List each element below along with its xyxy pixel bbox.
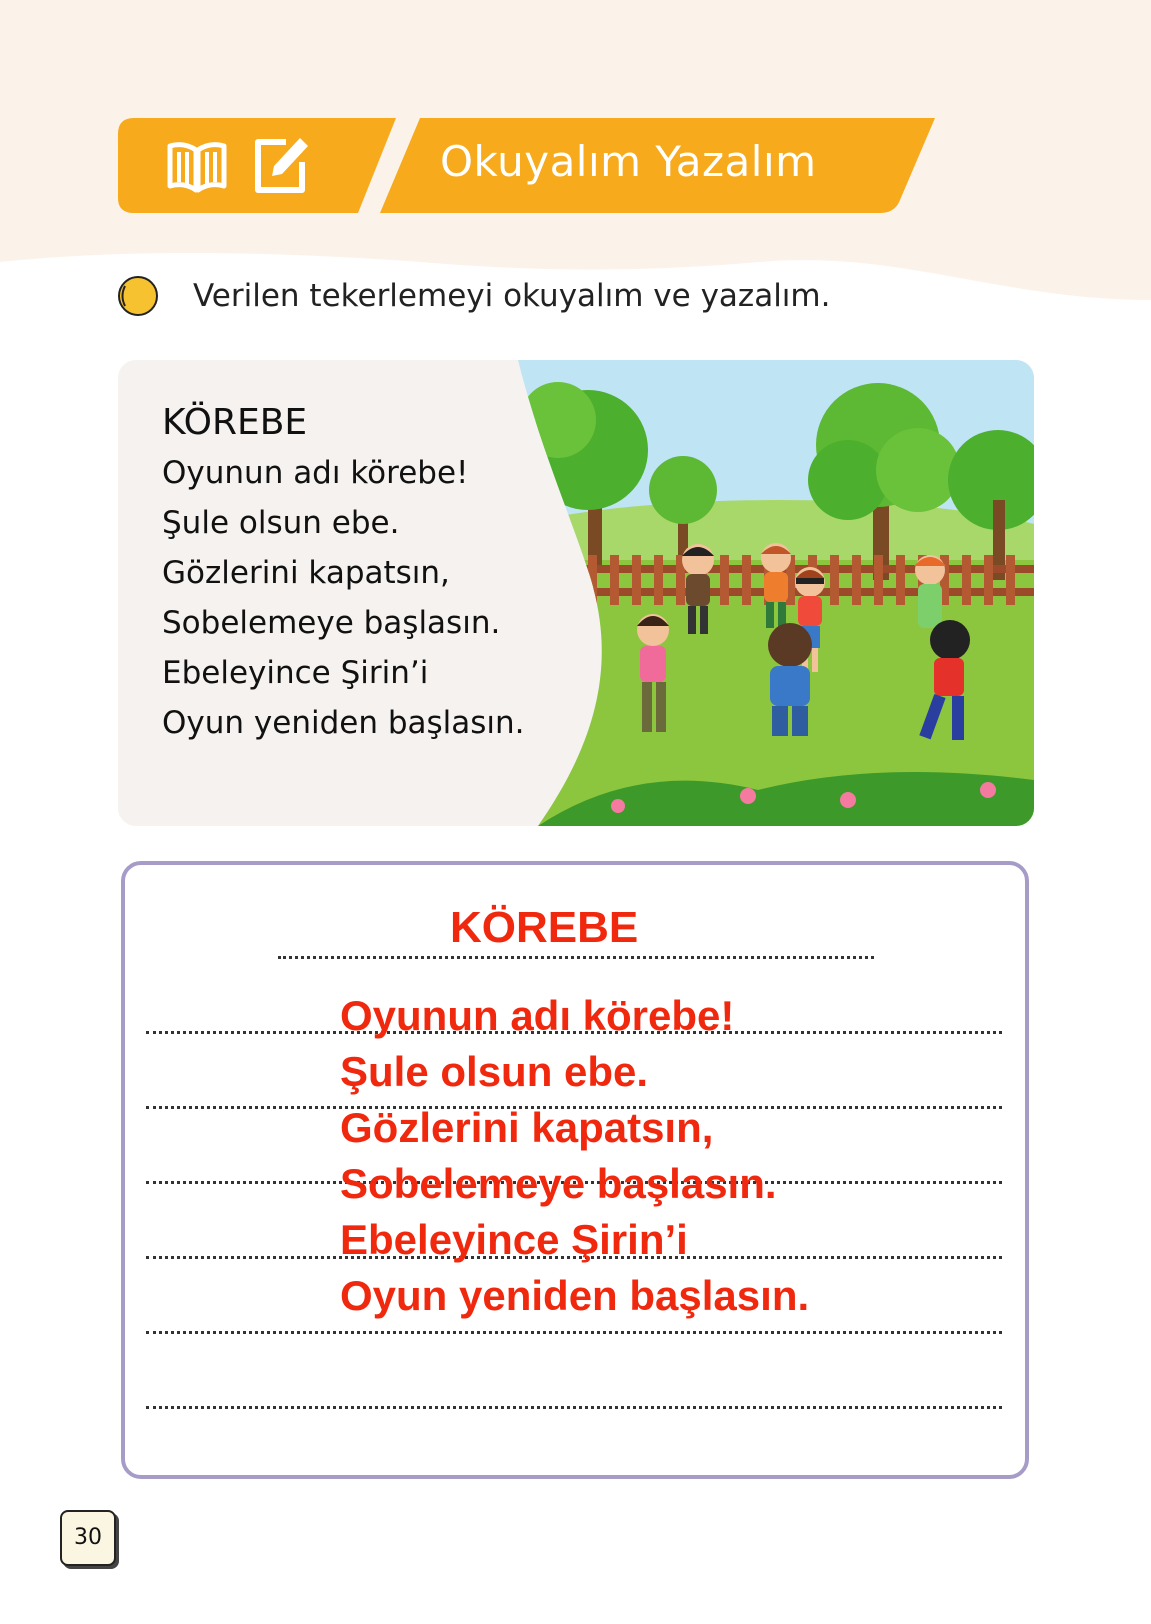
poem-title: KÖREBE <box>162 402 308 443</box>
answer-line: Ebeleyince Şirin’i <box>340 1216 688 1263</box>
poem-card <box>118 360 1034 826</box>
instruction-text: Verilen tekerlemeyi okuyalım ve yazalım. <box>193 278 831 314</box>
poem-line: Oyunun adı körebe! <box>162 455 469 491</box>
poem-line: Oyun yeniden başlasın. <box>162 705 525 741</box>
edit-icon <box>250 134 312 196</box>
page-number: 30 <box>74 1525 102 1550</box>
poem-line: Gözlerini kapatsın, <box>162 555 450 591</box>
answer-line: Oyunun adı körebe! <box>340 992 735 1039</box>
answer-line: Oyun yeniden başlasın. <box>340 1272 810 1319</box>
writing-line <box>146 1331 1002 1334</box>
answer-line: Sobelemeye başlasın. <box>340 1160 777 1207</box>
answer-line: Şule olsun ebe. <box>340 1048 649 1095</box>
section-title: Okuyalım Yazalım <box>440 137 817 186</box>
poem-line: Şule olsun ebe. <box>162 505 400 541</box>
poem-line: Sobelemeye başlasın. <box>162 605 501 641</box>
poem-text <box>162 398 602 748</box>
answer-line: Gözlerini kapatsın, <box>340 1104 714 1151</box>
answer-title: KÖREBE <box>450 903 639 952</box>
title-writing-line <box>278 956 874 959</box>
page-number-badge <box>60 1510 116 1566</box>
writing-line <box>146 1406 1002 1409</box>
bullet-icon <box>116 274 160 318</box>
book-icon <box>166 138 228 194</box>
poem-line: Ebeleyince Şirin’i <box>162 655 429 691</box>
